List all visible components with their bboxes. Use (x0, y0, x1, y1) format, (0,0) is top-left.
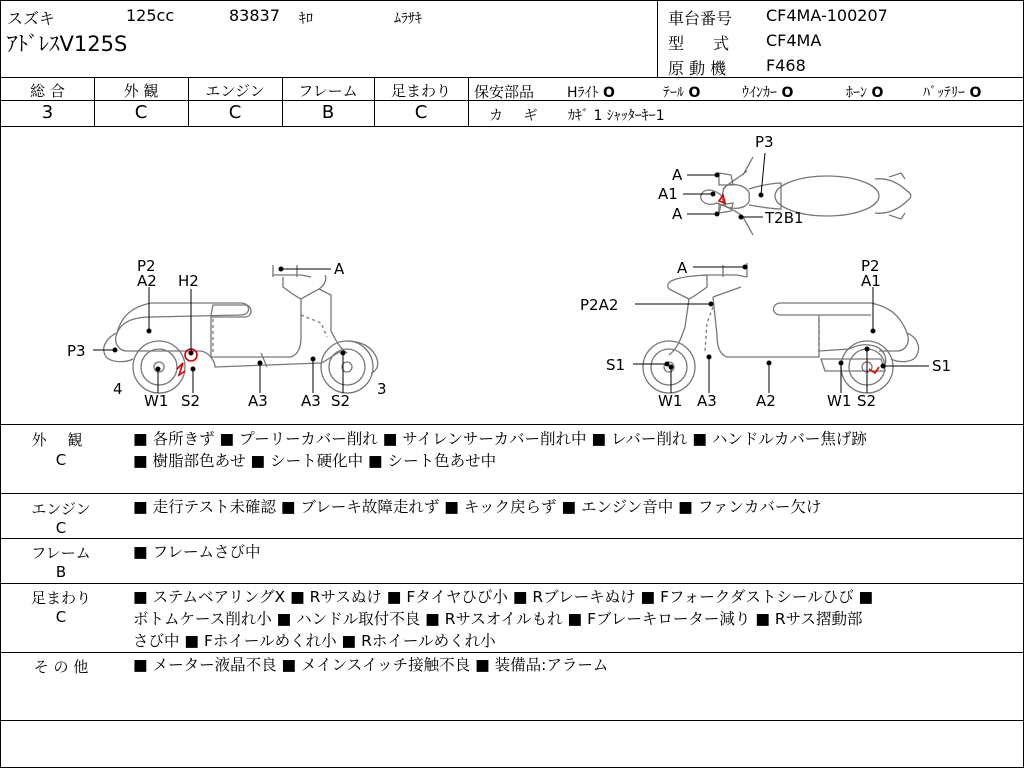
safety-tail (663, 82, 700, 102)
label-top-a: A (672, 166, 683, 184)
label-top-p3: P3 (755, 133, 774, 151)
label-left-a2: A2 (137, 272, 157, 290)
safety-item-label: ﾃｰﾙ (663, 85, 684, 101)
rating-value-frame: B (321, 102, 335, 123)
label-left-p3: P3 (67, 342, 86, 360)
rule (1, 720, 1023, 721)
rule (1, 652, 1023, 653)
label-left-s2: S2 (331, 392, 351, 410)
maker: スズキ (7, 9, 56, 28)
rating-value-exterior: C (134, 102, 148, 123)
remark-line: ■ 樹脂部色あせ ■ シート硬化中 ■ シート色あせ中 (133, 452, 497, 470)
section-label-exterior: 外 観 (31, 431, 91, 449)
body-color: ﾑﾗｻｷ (394, 11, 422, 27)
label-right-s1: S1 (932, 357, 952, 375)
label-left-w1: W1 (144, 392, 169, 410)
label-right-p2a2: P2A2 (580, 296, 619, 314)
safety-winker (742, 82, 793, 102)
safety-label: 保安部品 (474, 83, 535, 101)
label-right-a: A (677, 259, 688, 277)
remark-line: ■ メーター液晶不良 ■ メインスイッチ接触不良 ■ 装備品:アラーム (133, 656, 609, 674)
engine-value: F468 (766, 56, 806, 75)
label-right-w1: W1 (827, 392, 852, 410)
safety-mark: O (602, 85, 615, 101)
rating-label-engine: エンジン (205, 82, 265, 100)
label-left-a3: A3 (301, 392, 321, 410)
label-left-a: A (334, 260, 345, 278)
key-value: ｶｷﾞ 1 ｼｬｯﾀｰｷｰ1 (568, 108, 665, 124)
remark-line: ■ 各所きず ■ プーリーカバー削れ ■ サイレンサーカバー削れ中 ■ レバー削れ ■ ハンドルカバー焦げ跡 (133, 430, 867, 448)
type-label: 型 式 (668, 34, 742, 53)
engine-label: 原 動 機 (668, 59, 727, 78)
label-left-3: 3 (377, 380, 387, 398)
label-left-s2: S2 (181, 392, 201, 410)
section-grade-suspension: C (55, 608, 67, 626)
label-left-p2: P2 (137, 257, 156, 275)
safety-item-label: ｳｲﾝｶｰ (742, 85, 777, 101)
rating-divider (468, 77, 469, 126)
label-right-a2: A2 (756, 392, 776, 410)
safety-item-label: ﾎｰﾝ (846, 85, 867, 101)
key-label: カ ギ (489, 108, 546, 124)
remark-line: さび中 ■ Fホイールめくれ小 ■ Rホイールめくれ小 (133, 632, 496, 650)
safety-item-label: ﾊﾞｯﾃﾘｰ (923, 85, 965, 101)
rating-value-engine: C (228, 102, 242, 123)
section-label-engine: エンジン (31, 500, 91, 518)
label-right-s2: S2 (857, 392, 877, 410)
section-label-other: そ の 他 (33, 658, 89, 676)
rule (1, 493, 1023, 494)
rating-label-overall: 総 合 (30, 82, 65, 100)
rule (1, 77, 1023, 78)
displacement: 125cc (126, 6, 175, 25)
section-body-other (133, 654, 1018, 676)
safety-headlight (567, 82, 615, 102)
rating-label-frame: フレーム (298, 82, 358, 100)
label-top-a1: A1 (658, 185, 678, 203)
label-top-t2b1: T2B1 (765, 209, 804, 227)
section-grade-engine: C (55, 519, 67, 537)
frame-no: CF4MA-100207 (766, 6, 888, 25)
remark-line: ■ ステムベアリングX ■ Rサスぬけ ■ Fタイヤひび小 ■ Rブレーキぬけ ■ Fフォークダストシールひび ■ (133, 588, 874, 606)
safety-mark: O (969, 85, 982, 101)
damage-diagram (1, 127, 1023, 424)
section-body-engine (133, 496, 1018, 518)
safety-horn (846, 82, 883, 102)
label-left-h2: H2 (178, 272, 199, 290)
label-right-a3: A3 (697, 392, 717, 410)
damage-mark (719, 195, 725, 203)
label-right-p2: P2 (861, 257, 880, 275)
rating-value-overall: 3 (41, 102, 54, 123)
rule (1, 424, 1023, 425)
label-right-w1: W1 (658, 392, 683, 410)
rule (1, 538, 1023, 539)
frame-no-label: 車台番号 (668, 9, 733, 28)
model-name: ｱﾄﾞﾚｽV125S (7, 32, 128, 56)
section-label-frame: フレーム (31, 544, 91, 562)
rating-label-suspension: 足まわり (390, 82, 451, 100)
type-value: CF4MA (766, 31, 822, 50)
safety-mark: O (871, 85, 884, 101)
label-right-a1: A1 (861, 272, 881, 290)
section-grade-exterior: C (55, 451, 67, 469)
label-right-s1: S1 (606, 356, 626, 374)
section-body-frame (133, 541, 1018, 563)
section-grade-frame: B (55, 563, 67, 581)
section-label-suspension: 足まわり (30, 589, 91, 607)
mileage: 83837 (229, 6, 280, 25)
mileage-unit: ｷﾛ (299, 11, 313, 27)
label-top-a: A (672, 205, 683, 223)
safety-item-label: Hﾗｲﾄ (567, 85, 599, 101)
label-left-4: 4 (113, 380, 123, 398)
safety-mark: O (781, 85, 794, 101)
section-body-exterior (133, 428, 1018, 472)
section-body-suspension (133, 586, 1018, 652)
remark-line: ボトムケース削れ小 ■ ハンドル取付不良 ■ Rサスオイルもれ ■ Fブレーキローター減り ■ Rサス摺動部 (133, 610, 863, 628)
remark-line: ■ フレームさび中 (133, 543, 261, 561)
remark-line: ■ 走行テスト未確認 ■ ブレーキ故障走れず ■ キック戻らず ■ エンジン音中 ■ ファンカバー欠け (133, 498, 822, 516)
rule (1, 583, 1023, 584)
damage-mark (869, 367, 879, 373)
label-left-a3: A3 (248, 392, 268, 410)
scooter-top-view (701, 157, 911, 235)
safety-mark: O (688, 85, 701, 101)
rating-label-exterior: 外 観 (123, 82, 159, 100)
header-divider (657, 1, 658, 77)
safety-battery (923, 82, 981, 102)
rating-value-suspension: C (414, 102, 428, 123)
